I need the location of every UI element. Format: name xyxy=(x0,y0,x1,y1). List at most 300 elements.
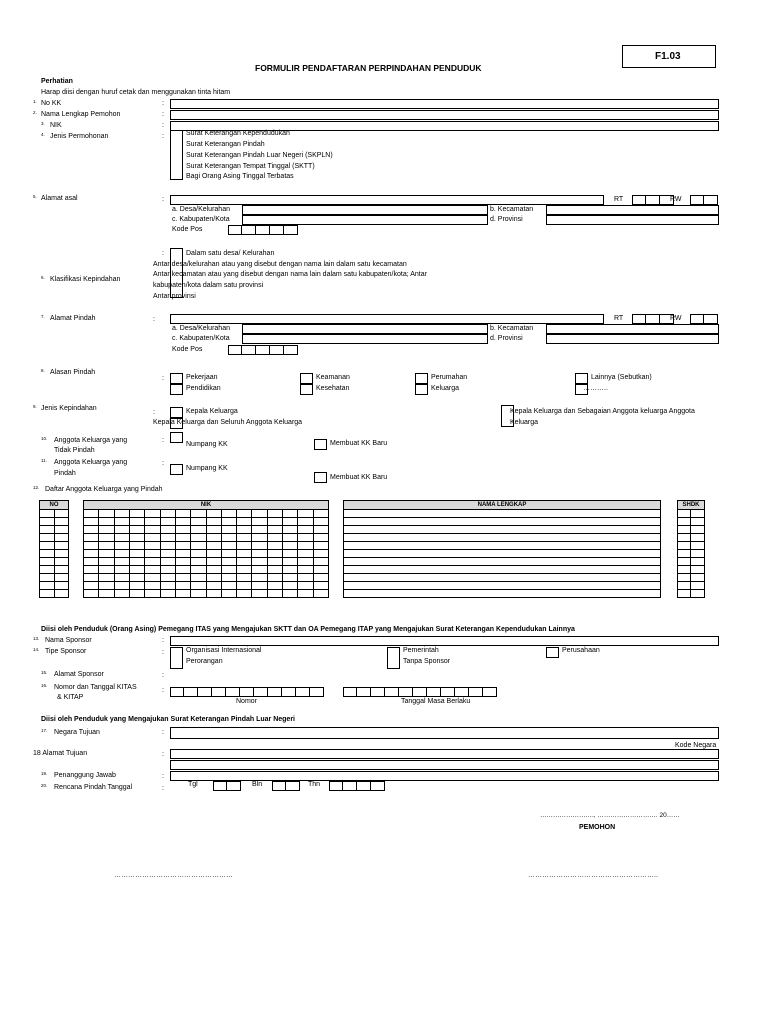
digit-cell[interactable] xyxy=(483,687,497,697)
table-cell[interactable] xyxy=(344,542,661,550)
table-cell[interactable] xyxy=(191,526,206,534)
table-cell[interactable] xyxy=(206,558,221,566)
checkbox[interactable] xyxy=(314,472,327,483)
table-cell[interactable] xyxy=(206,590,221,598)
digit-cell[interactable] xyxy=(399,687,413,697)
table-cell[interactable] xyxy=(221,558,236,566)
table-cell[interactable] xyxy=(160,558,175,566)
table-cell[interactable] xyxy=(237,566,252,574)
table-cell[interactable] xyxy=(129,518,144,526)
alamat-asal-input[interactable] xyxy=(170,195,604,205)
table-cell[interactable] xyxy=(283,510,298,518)
table-cell[interactable] xyxy=(40,582,55,590)
negara-tujuan-input[interactable] xyxy=(170,727,719,739)
table-row xyxy=(678,526,705,534)
digit-cell[interactable] xyxy=(296,687,310,697)
digit-cell[interactable] xyxy=(268,687,282,697)
table-cell[interactable] xyxy=(175,518,190,526)
table-cell[interactable] xyxy=(283,582,298,590)
table-cell[interactable] xyxy=(691,566,705,574)
table-cell[interactable] xyxy=(678,566,691,574)
checkbox[interactable] xyxy=(170,130,183,180)
table-cell[interactable] xyxy=(54,558,69,566)
table-cell[interactable] xyxy=(114,534,129,542)
table-cell[interactable] xyxy=(145,518,160,526)
table-cell[interactable] xyxy=(313,558,328,566)
table-cell[interactable] xyxy=(313,518,328,526)
table-cell[interactable] xyxy=(252,534,267,542)
table-cell[interactable] xyxy=(145,542,160,550)
table-cell[interactable] xyxy=(206,566,221,574)
table-cell[interactable] xyxy=(84,526,99,534)
table-cell[interactable] xyxy=(129,590,144,598)
table-cell[interactable] xyxy=(678,582,691,590)
alamat-tujuan-input[interactable] xyxy=(170,749,719,759)
table-cell[interactable] xyxy=(40,542,55,550)
digit-cell[interactable] xyxy=(254,687,268,697)
table-cell[interactable] xyxy=(206,534,221,542)
provinsi-input[interactable] xyxy=(546,334,719,344)
table-cell[interactable] xyxy=(678,590,691,598)
table-cell[interactable] xyxy=(267,558,282,566)
table-cell[interactable] xyxy=(54,510,69,518)
table-cell[interactable] xyxy=(54,542,69,550)
digit-cell[interactable] xyxy=(357,687,371,697)
checkbox[interactable] xyxy=(300,384,313,395)
kode-pos-cells[interactable] xyxy=(228,225,298,235)
table-cell[interactable] xyxy=(691,542,705,550)
table-cell[interactable] xyxy=(221,542,236,550)
table-cell[interactable] xyxy=(99,518,114,526)
table-cell[interactable] xyxy=(160,582,175,590)
table-cell[interactable] xyxy=(114,526,129,534)
alasan-label: Alasan Pindah xyxy=(50,369,96,376)
table-cell[interactable] xyxy=(298,574,313,582)
table-cell[interactable] xyxy=(191,542,206,550)
table-cell[interactable] xyxy=(267,542,282,550)
digit-cell[interactable] xyxy=(469,687,483,697)
table-cell[interactable] xyxy=(40,526,55,534)
checkbox[interactable] xyxy=(546,647,559,658)
table-cell[interactable] xyxy=(99,550,114,558)
table-cell[interactable] xyxy=(145,590,160,598)
table-cell[interactable] xyxy=(313,526,328,534)
checkbox[interactable] xyxy=(170,373,183,384)
table-cell[interactable] xyxy=(160,542,175,550)
table-cell[interactable] xyxy=(54,590,69,598)
table-cell[interactable] xyxy=(40,550,55,558)
table-cell[interactable] xyxy=(129,550,144,558)
table-cell[interactable] xyxy=(114,566,129,574)
table-cell[interactable] xyxy=(160,518,175,526)
checkbox[interactable] xyxy=(575,373,588,384)
digit-cell[interactable] xyxy=(212,687,226,697)
table-cell[interactable] xyxy=(84,542,99,550)
table-cell[interactable] xyxy=(221,526,236,534)
table-cell[interactable] xyxy=(129,566,144,574)
table-cell[interactable] xyxy=(298,590,313,598)
checkbox[interactable] xyxy=(415,384,428,395)
table-cell[interactable] xyxy=(344,590,661,598)
table-cell[interactable] xyxy=(252,518,267,526)
table-cell[interactable] xyxy=(252,510,267,518)
penanggung-input[interactable] xyxy=(170,771,719,781)
table-cell[interactable] xyxy=(54,550,69,558)
table-cell[interactable] xyxy=(283,574,298,582)
table-cell[interactable] xyxy=(298,542,313,550)
table-cell[interactable] xyxy=(298,518,313,526)
table-cell[interactable] xyxy=(175,542,190,550)
table-cell[interactable] xyxy=(206,510,221,518)
table-cell[interactable] xyxy=(191,574,206,582)
checkbox[interactable] xyxy=(170,432,183,443)
table-cell[interactable] xyxy=(344,518,661,526)
table-cell[interactable] xyxy=(298,566,313,574)
table-cell[interactable] xyxy=(54,566,69,574)
table-cell[interactable] xyxy=(84,510,99,518)
kitas-nomor-cells[interactable] xyxy=(170,687,324,697)
table-cell[interactable] xyxy=(191,510,206,518)
table-cell[interactable] xyxy=(691,526,705,534)
digit-cell[interactable] xyxy=(371,687,385,697)
table-cell[interactable] xyxy=(206,582,221,590)
tgl-cells[interactable] xyxy=(213,781,241,791)
checkbox[interactable] xyxy=(170,647,183,669)
table-cell[interactable] xyxy=(237,510,252,518)
table-cell[interactable] xyxy=(283,518,298,526)
table-cell[interactable] xyxy=(99,526,114,534)
table-cell[interactable] xyxy=(252,574,267,582)
table-cell[interactable] xyxy=(175,510,190,518)
table-cell[interactable] xyxy=(206,526,221,534)
table-cell[interactable] xyxy=(191,566,206,574)
table-cell[interactable] xyxy=(99,590,114,598)
table-cell[interactable] xyxy=(344,526,661,534)
table-cell[interactable] xyxy=(191,550,206,558)
table-cell[interactable] xyxy=(145,558,160,566)
table-cell[interactable] xyxy=(237,558,252,566)
table-cell[interactable] xyxy=(691,510,705,518)
table-cell[interactable] xyxy=(283,590,298,598)
table-cell[interactable] xyxy=(298,526,313,534)
table-cell[interactable] xyxy=(267,550,282,558)
table-cell[interactable] xyxy=(283,558,298,566)
table-cell[interactable] xyxy=(99,566,114,574)
table-cell[interactable] xyxy=(40,510,55,518)
table-cell[interactable] xyxy=(678,510,691,518)
table-cell[interactable] xyxy=(160,566,175,574)
table-cell[interactable] xyxy=(191,534,206,542)
table-cell[interactable] xyxy=(129,534,144,542)
bln-cells[interactable] xyxy=(272,781,300,791)
table-cell[interactable] xyxy=(313,510,328,518)
table-cell[interactable] xyxy=(175,534,190,542)
table-cell[interactable] xyxy=(40,574,55,582)
table-cell[interactable] xyxy=(191,518,206,526)
table-cell[interactable] xyxy=(691,518,705,526)
table-cell[interactable] xyxy=(129,582,144,590)
table-cell[interactable] xyxy=(99,558,114,566)
provinsi-input[interactable] xyxy=(546,215,719,225)
table-cell[interactable] xyxy=(84,566,99,574)
table-cell[interactable] xyxy=(691,558,705,566)
table-cell[interactable] xyxy=(283,566,298,574)
alamat-tujuan-input-2[interactable] xyxy=(170,760,719,770)
table-cell[interactable] xyxy=(267,526,282,534)
table-cell[interactable] xyxy=(54,574,69,582)
rw-label: RW xyxy=(670,315,682,322)
digit-cell[interactable] xyxy=(240,687,254,697)
table-cell[interactable] xyxy=(175,582,190,590)
checkbox[interactable] xyxy=(170,384,183,395)
table-cell[interactable] xyxy=(691,582,705,590)
table-cell[interactable] xyxy=(40,518,55,526)
table-cell[interactable] xyxy=(283,534,298,542)
table-cell[interactable] xyxy=(237,582,252,590)
desa-input[interactable] xyxy=(242,205,488,215)
table-cell[interactable] xyxy=(84,518,99,526)
table-cell[interactable] xyxy=(84,534,99,542)
checkbox[interactable] xyxy=(415,373,428,384)
rt-cells[interactable] xyxy=(632,314,674,324)
kabupaten-input[interactable] xyxy=(242,334,488,344)
table-cell[interactable] xyxy=(145,582,160,590)
table-cell[interactable] xyxy=(691,590,705,598)
table-cell[interactable] xyxy=(54,582,69,590)
thn-cells[interactable] xyxy=(329,781,385,791)
table-cell[interactable] xyxy=(678,534,691,542)
table-cell[interactable] xyxy=(221,534,236,542)
table-cell[interactable] xyxy=(252,566,267,574)
table-cell[interactable] xyxy=(267,518,282,526)
table-cell[interactable] xyxy=(84,582,99,590)
table-cell[interactable] xyxy=(40,534,55,542)
digit-cell[interactable] xyxy=(282,687,296,697)
table-cell[interactable] xyxy=(221,510,236,518)
table-cell[interactable] xyxy=(114,574,129,582)
table-cell[interactable] xyxy=(114,542,129,550)
table-cell[interactable] xyxy=(221,582,236,590)
table-cell[interactable] xyxy=(221,566,236,574)
table-cell[interactable] xyxy=(40,558,55,566)
table-cell[interactable] xyxy=(129,574,144,582)
table-cell[interactable] xyxy=(237,534,252,542)
table-cell[interactable] xyxy=(267,534,282,542)
table-cell[interactable] xyxy=(252,558,267,566)
table-cell[interactable] xyxy=(160,534,175,542)
table-cell[interactable] xyxy=(160,510,175,518)
alamat-pindah-input[interactable] xyxy=(170,314,604,324)
table-cell[interactable] xyxy=(313,590,328,598)
table-cell[interactable] xyxy=(129,510,144,518)
rw-cells[interactable] xyxy=(690,314,718,324)
table-cell[interactable] xyxy=(678,526,691,534)
checkbox[interactable] xyxy=(170,407,183,418)
digit-cell[interactable] xyxy=(441,687,455,697)
table-cell[interactable] xyxy=(267,510,282,518)
table-cell[interactable] xyxy=(54,534,69,542)
nama-pemohon-input[interactable] xyxy=(170,110,719,120)
rw-cells[interactable] xyxy=(690,195,718,205)
table-cell[interactable] xyxy=(283,526,298,534)
table-cell[interactable] xyxy=(206,550,221,558)
table-cell[interactable] xyxy=(298,582,313,590)
nama-sponsor-input[interactable] xyxy=(170,636,719,646)
table-cell[interactable] xyxy=(145,526,160,534)
table-cell[interactable] xyxy=(313,574,328,582)
table-cell[interactable] xyxy=(145,550,160,558)
table-cell[interactable] xyxy=(221,518,236,526)
table-cell[interactable] xyxy=(160,590,175,598)
table-cell[interactable] xyxy=(114,550,129,558)
table-cell[interactable] xyxy=(344,510,661,518)
table-cell[interactable] xyxy=(145,534,160,542)
checkbox[interactable] xyxy=(387,647,400,669)
table-cell[interactable] xyxy=(175,590,190,598)
table-cell[interactable] xyxy=(267,574,282,582)
table-cell[interactable] xyxy=(175,558,190,566)
table-cell[interactable] xyxy=(298,534,313,542)
table-cell[interactable] xyxy=(191,558,206,566)
table-cell[interactable] xyxy=(206,518,221,526)
digit-cell[interactable] xyxy=(226,687,240,697)
table-cell[interactable] xyxy=(691,550,705,558)
table-cell[interactable] xyxy=(160,574,175,582)
table-cell[interactable] xyxy=(344,566,661,574)
table-cell[interactable] xyxy=(252,542,267,550)
table-cell[interactable] xyxy=(678,550,691,558)
table-cell[interactable] xyxy=(129,558,144,566)
table-cell[interactable] xyxy=(221,550,236,558)
table-cell[interactable] xyxy=(237,590,252,598)
table-cell[interactable] xyxy=(344,574,661,582)
table-cell[interactable] xyxy=(175,566,190,574)
kecamatan-input[interactable] xyxy=(546,324,719,334)
table-cell[interactable] xyxy=(267,566,282,574)
no-kk-input[interactable] xyxy=(170,99,719,109)
table-cell[interactable] xyxy=(84,574,99,582)
digit-cell[interactable] xyxy=(310,687,324,697)
table-cell[interactable] xyxy=(145,574,160,582)
checkbox[interactable] xyxy=(314,439,327,450)
table-cell[interactable] xyxy=(175,526,190,534)
table-cell[interactable] xyxy=(114,518,129,526)
table-cell[interactable] xyxy=(237,542,252,550)
kabupaten-input[interactable] xyxy=(242,215,488,225)
table-cell[interactable] xyxy=(191,582,206,590)
checkbox[interactable] xyxy=(170,464,183,475)
rt-cells[interactable] xyxy=(632,195,674,205)
table-cell[interactable] xyxy=(145,566,160,574)
table-cell[interactable] xyxy=(99,534,114,542)
table-cell[interactable] xyxy=(54,526,69,534)
digit-cell[interactable] xyxy=(184,687,198,697)
kode-pos-cells[interactable] xyxy=(228,345,298,355)
table-cell[interactable] xyxy=(129,542,144,550)
table-cell[interactable] xyxy=(678,542,691,550)
table-cell[interactable] xyxy=(252,590,267,598)
table-cell[interactable] xyxy=(691,534,705,542)
digit-cell[interactable] xyxy=(170,687,184,697)
table-cell[interactable] xyxy=(145,510,160,518)
table-cell[interactable] xyxy=(298,510,313,518)
table-cell[interactable] xyxy=(678,518,691,526)
table-cell[interactable] xyxy=(298,550,313,558)
table-cell[interactable] xyxy=(313,550,328,558)
table-cell[interactable] xyxy=(175,574,190,582)
table-cell[interactable] xyxy=(237,526,252,534)
table-cell[interactable] xyxy=(114,558,129,566)
table-cell[interactable] xyxy=(160,526,175,534)
table-cell[interactable] xyxy=(298,558,313,566)
table-cell[interactable] xyxy=(114,510,129,518)
table-cell[interactable] xyxy=(313,542,328,550)
table-cell[interactable] xyxy=(160,550,175,558)
table-cell[interactable] xyxy=(313,582,328,590)
table-cell[interactable] xyxy=(40,590,55,598)
table-cell[interactable] xyxy=(99,510,114,518)
table-cell[interactable] xyxy=(237,550,252,558)
digit-cell[interactable] xyxy=(413,687,427,697)
table-cell[interactable] xyxy=(267,582,282,590)
checkbox[interactable] xyxy=(300,373,313,384)
table-cell[interactable] xyxy=(206,542,221,550)
table-cell[interactable] xyxy=(313,534,328,542)
table-cell[interactable] xyxy=(691,574,705,582)
table-cell[interactable] xyxy=(344,534,661,542)
table-cell[interactable] xyxy=(252,550,267,558)
table-cell[interactable] xyxy=(84,558,99,566)
table-cell[interactable] xyxy=(84,590,99,598)
table-cell[interactable] xyxy=(84,550,99,558)
desa-input[interactable] xyxy=(242,324,488,334)
table-cell[interactable] xyxy=(99,582,114,590)
table-cell[interactable] xyxy=(114,590,129,598)
digit-cell[interactable] xyxy=(385,687,399,697)
table-cell[interactable] xyxy=(114,582,129,590)
table-cell[interactable] xyxy=(237,518,252,526)
table-cell[interactable] xyxy=(221,574,236,582)
table-cell[interactable] xyxy=(283,542,298,550)
table-cell[interactable] xyxy=(206,574,221,582)
table-cell[interactable] xyxy=(99,542,114,550)
table-cell[interactable] xyxy=(129,526,144,534)
table-cell[interactable] xyxy=(40,566,55,574)
table-cell[interactable] xyxy=(252,526,267,534)
kecamatan-input[interactable] xyxy=(546,205,719,215)
table-cell[interactable] xyxy=(344,582,661,590)
kitas-tanggal-cells[interactable] xyxy=(343,687,497,697)
table-cell[interactable] xyxy=(237,574,252,582)
table-cell[interactable] xyxy=(54,518,69,526)
table-cell[interactable] xyxy=(267,590,282,598)
table-cell[interactable] xyxy=(313,566,328,574)
table-cell[interactable] xyxy=(344,558,661,566)
digit-cell[interactable] xyxy=(455,687,469,697)
digit-cell[interactable] xyxy=(198,687,212,697)
table-cell[interactable] xyxy=(191,590,206,598)
table-cell[interactable] xyxy=(99,574,114,582)
table-cell[interactable] xyxy=(175,550,190,558)
digit-cell[interactable] xyxy=(343,687,357,697)
table-cell[interactable] xyxy=(344,550,661,558)
table-cell[interactable] xyxy=(252,582,267,590)
table-cell[interactable] xyxy=(678,558,691,566)
table-cell[interactable] xyxy=(283,550,298,558)
digit-cell[interactable] xyxy=(427,687,441,697)
table-cell[interactable] xyxy=(221,590,236,598)
table-cell[interactable] xyxy=(678,574,691,582)
